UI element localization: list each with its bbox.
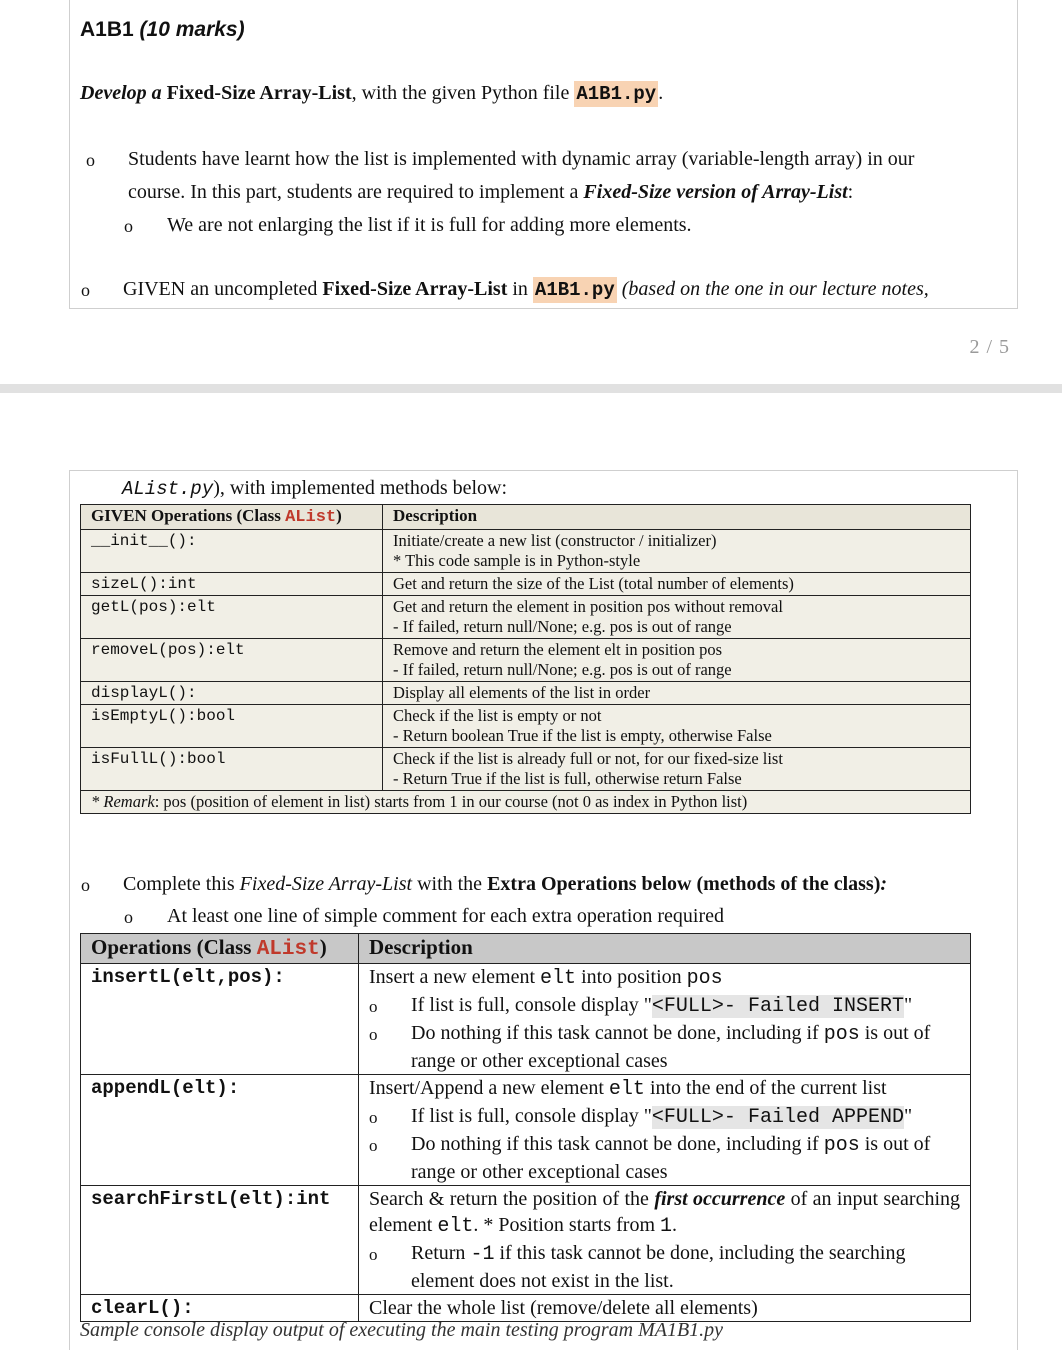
code: pos (823, 1023, 860, 1046)
text: If list is full, console display " (411, 994, 652, 1016)
desc-line: Get and return the element in position pos without removal (393, 597, 783, 616)
desc-cell (383, 573, 971, 596)
intro-line (80, 82, 663, 105)
table-row (81, 596, 971, 639)
code: <FULL>- Failed APPEND (651, 1106, 904, 1129)
bullet2-d: (based on the one in our lecture notes, (621, 278, 929, 300)
desc-cell: Clear the whole list (remove/delete all elements) (359, 1295, 971, 1322)
text: of an input searching element (369, 1188, 961, 1236)
desc-line: Check if the list is already full or not, for our fixed-size list (393, 749, 783, 768)
intro-rest: , with the given Python file (351, 82, 570, 104)
header-op-b: ) (336, 506, 342, 525)
page-number: 2 / 5 (969, 336, 1010, 358)
bullet3-b: Fixed-Size Array-List (239, 873, 413, 895)
given-operations-table (80, 504, 971, 814)
text: Do nothing if this task cannot be done, including if (411, 1133, 819, 1155)
text: is out of range or other exceptional cases (411, 1022, 931, 1072)
op-cell: isFullL():bool (81, 748, 383, 791)
sub-item (369, 992, 960, 1020)
bullet2-file: A1B1.py (534, 279, 615, 301)
text: . (672, 1214, 678, 1236)
desc-line: - If failed, return null/None; e.g. pos is out of range (393, 617, 732, 636)
table-row (81, 573, 971, 596)
sub-bullet-glyph: o (369, 1108, 378, 1127)
desc-cell (359, 1075, 971, 1186)
bullet3-line (123, 873, 887, 896)
bullet2-a: GIVEN an uncompleted (123, 278, 318, 300)
emphasis: first occurrence (654, 1188, 786, 1210)
bullet-glyph: o (86, 150, 95, 170)
sub-bullet-glyph: o (369, 1025, 378, 1044)
text: into the end of the current list (649, 1077, 887, 1099)
bullet1-line2-a: course. In this part, students are required to implement a (128, 181, 579, 203)
text: If list is full, console display " (411, 1105, 652, 1127)
document-page-1 (69, 0, 1018, 309)
header-class: AList (285, 508, 337, 527)
bullet3-c: with the (417, 873, 483, 895)
bullet2-c: in (512, 278, 528, 300)
desc-line (369, 964, 960, 992)
op-cell: removeL(pos):elt (81, 639, 383, 682)
code: elt (540, 967, 577, 990)
bullet1-line2 (128, 181, 853, 204)
remark-label: * Remark (91, 792, 155, 811)
text: into position (581, 966, 682, 988)
op-cell: searchFirstL(elt):int (81, 1186, 359, 1295)
header-op-a: GIVEN Operations (Class (91, 506, 281, 525)
op-cell: __init__(): (81, 530, 383, 573)
text: Search & return the position of the (369, 1188, 649, 1210)
sub-bullet-glyph: o (369, 997, 378, 1016)
desc-cell (383, 705, 971, 748)
op-cell: appendL(elt): (81, 1075, 359, 1186)
bullet-glyph: o (81, 875, 90, 895)
intro-file: A1B1.py (576, 83, 657, 105)
table-row (81, 682, 971, 705)
header-op-b: ) (319, 935, 327, 959)
remark-cell (81, 791, 971, 814)
text: . * Position starts from (473, 1214, 655, 1236)
section-heading (80, 18, 245, 42)
desc-line: - Return boolean True if the list is empty, otherwise False (393, 726, 772, 745)
sub-item (369, 1103, 960, 1131)
sub-bullet-glyph: o (369, 1245, 378, 1264)
cont-rest: ), with implemented methods below: (213, 477, 508, 499)
bullet1-line1: Students have learnt how the list is implemented with dynamic array (variable-length array) in our (128, 148, 915, 170)
bullet-glyph: o (81, 280, 90, 300)
bullet1-line2-b: Fixed-Size version of Array-List (583, 181, 848, 203)
desc-cell (359, 1186, 971, 1295)
cont-file: AList.py (122, 478, 214, 500)
bullet1-sub: We are not enlarging the list if it is full for adding more elements. (167, 214, 692, 236)
desc-cell (383, 530, 971, 573)
text: " (903, 1105, 913, 1127)
sub-item (369, 1020, 960, 1074)
text: Do nothing if this task cannot be done, including if (411, 1022, 819, 1044)
sub-item (369, 1131, 960, 1185)
bullet2-line (123, 278, 929, 301)
op-cell: isEmptyL():bool (81, 705, 383, 748)
text: if this task cannot be done, including the searching element does not exist in the list. (411, 1242, 906, 1292)
bullet3-sub: At least one line of simple comment for each extra operation required (167, 905, 725, 927)
code: -1 (470, 1243, 495, 1266)
table-row (81, 639, 971, 682)
extra-operations-table (80, 933, 971, 1322)
table-row (81, 530, 971, 573)
header-operations (81, 934, 359, 964)
continuation-line (122, 477, 507, 500)
table-row (81, 964, 971, 1075)
desc-cell (383, 639, 971, 682)
desc-line: Display all elements of the list in order (393, 683, 651, 702)
bullet3-d: Extra Operations below (methods of the class) (487, 873, 881, 895)
op-cell: clearL(): (81, 1295, 359, 1322)
code: 1 (660, 1215, 673, 1238)
header-operations (81, 505, 383, 530)
desc-line (369, 1186, 960, 1240)
desc-line: - Return True if the list is full, otherwise return False (393, 769, 742, 788)
text: is out of range or other exceptional cases (411, 1133, 931, 1183)
desc-line: Remove and return the element elt in position pos (393, 640, 723, 659)
remark-row (81, 791, 971, 814)
table-header-row (81, 934, 971, 964)
header-op-a: Operations (Class (91, 935, 252, 959)
table-row (81, 1295, 971, 1322)
sub-bullet-glyph: o (369, 1136, 378, 1155)
op-cell: displayL(): (81, 682, 383, 705)
remark-text: : pos (position of element in list) starts from 1 in our course (not 0 as index in Python list) (154, 792, 748, 811)
bullet3-a: Complete this (123, 873, 235, 895)
code: pos (823, 1134, 860, 1157)
code: elt (608, 1078, 645, 1101)
intro-develop: Develop a (80, 82, 162, 104)
desc-line: Initiate/create a new list (constructor / initializer) (393, 531, 717, 550)
cut-off-line: Sample console display output of executing the main testing program MA1B1.py (80, 1319, 724, 1341)
header-class: AList (256, 938, 320, 961)
sub-bullet-glyph: o (124, 907, 133, 927)
op-cell: sizeL():int (81, 573, 383, 596)
header-description: Description (359, 934, 971, 964)
text: Insert a new element (369, 966, 536, 988)
table-row (81, 1186, 971, 1295)
desc-line: Get and return the size of the List (total number of elements) (393, 574, 794, 593)
desc-cell (359, 964, 971, 1075)
page-gap (0, 384, 1062, 393)
sub-item (369, 1240, 960, 1294)
desc-cell (383, 596, 971, 639)
code: pos (686, 967, 723, 990)
desc-line: Check if the list is empty or not (393, 706, 602, 725)
sub-bullet-glyph: o (124, 216, 133, 236)
op-cell: getL(pos):elt (81, 596, 383, 639)
table-row (81, 748, 971, 791)
heading-code: A1B1 (80, 18, 134, 41)
header-description: Description (383, 505, 971, 530)
desc-line: * This code sample is in Python-style (393, 551, 641, 570)
code: elt (437, 1215, 474, 1238)
code: <FULL>- Failed INSERT (651, 995, 904, 1018)
table-row (81, 705, 971, 748)
bullet3-e: : (880, 873, 888, 895)
table-row (81, 1075, 971, 1186)
text: " (903, 994, 913, 1016)
bullet2-b: Fixed-Size Array-List (322, 278, 508, 300)
op-cell: insertL(elt,pos): (81, 964, 359, 1075)
desc-line: - If failed, return null/None; e.g. pos is out of range (393, 660, 732, 679)
intro-title: Fixed-Size Array-List (166, 82, 352, 104)
document-page-2 (69, 470, 1018, 1350)
text: Insert/Append a new element (369, 1077, 604, 1099)
text: Return (411, 1242, 466, 1264)
heading-marks: (10 marks) (139, 18, 245, 41)
desc-cell (383, 748, 971, 791)
table-header-row (81, 505, 971, 530)
intro-dot: . (658, 82, 664, 104)
desc-line (369, 1075, 960, 1103)
desc-cell (383, 682, 971, 705)
bullet1-line2-c: : (847, 181, 854, 203)
